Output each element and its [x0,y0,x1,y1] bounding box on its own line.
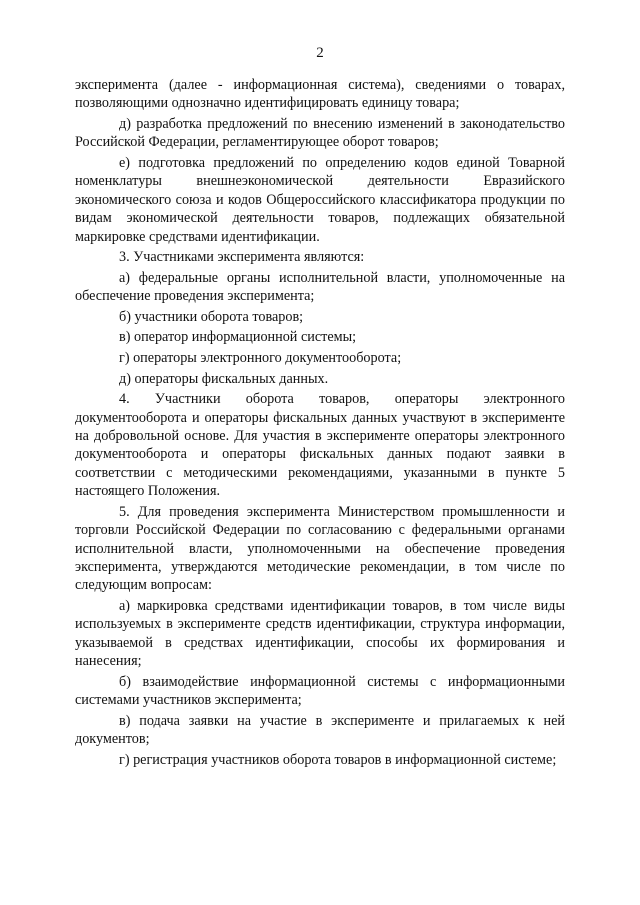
paragraph-section-3: 3. Участниками эксперимента являются: [119,249,365,266]
page-number: 2 [316,45,324,61]
paragraph-item-g-registration: г) регистрация участников оборота товаров в информационной системе; [119,751,557,768]
paragraph-continuation: эксперимента (далее - информационная система), сведениями о товарах, позволяющими однозначно идентифицировать единицу товара; [75,77,565,112]
paragraph-item-b-participants: б) участники оборота товаров; [119,308,304,325]
paragraph-item-d-fiscal-operators: д) операторы фискальных данных. [119,370,329,387]
document-body [75,76,565,771]
paragraph-item-b-interaction: б) взаимодействие информационной системы с информационными системами участников эксперимента; [75,673,565,709]
paragraph-section-4: 4. Участники оборота товаров, операторы электронного документооборота и операторы фискальных данных участвуют в эксперименте на добровольной основе. Для участия в эксперименте операторы электронного документооборота и операторы фискальных данных подают заявки в соответствии с методическими рекомендациями, указанными в пункте 5 настоящего Положения. [75,391,565,500]
paragraph-item-v-operator: в) оператор информационной системы; [119,329,357,346]
paragraph-section-5: 5. Для проведения эксперимента Министерством промышленности и торговли Российской Федерации по согласованию с федеральными органами исполнительной власти, уполномоченными на обеспечение проведения эксперимента, утверждаются методические рекомендации, в том числе по следующим вопросам: [75,503,565,594]
paragraph-item-g-edo-operators: г) операторы электронного документооборота; [119,350,402,366]
paragraph-item-e-codes: е) подготовка предложений по определению кодов единой Товарной номенклатуры внешнеэкономической деятельности Евразийского экономического союза и кодов Общероссийского классификатора продукции по видам экономической деятельности товаров, подлежащих обязательной маркировке средствами идентификации. [75,155,565,245]
paragraph-item-v-application: в) подача заявки на участие в эксперименте и прилагаемых к ней документов; [75,712,565,748]
paragraph-item-a-authorities: а) федеральные органы исполнительной власти, уполномоченные на обеспечение проведения эксперимента; [75,269,565,305]
paragraph-item-d-legislation: д) разработка предложений по внесению изменений в законодательство Российской Федерации, регламентирующее оборот товаров; [75,116,565,151]
paragraph-item-a-marking: а) маркировка средствами идентификации товаров, в том числе виды используемых в эксперименте средств идентификации, структура информации, указываемой в средствах идентификации, способы их формирования и нанесения; [75,598,565,670]
